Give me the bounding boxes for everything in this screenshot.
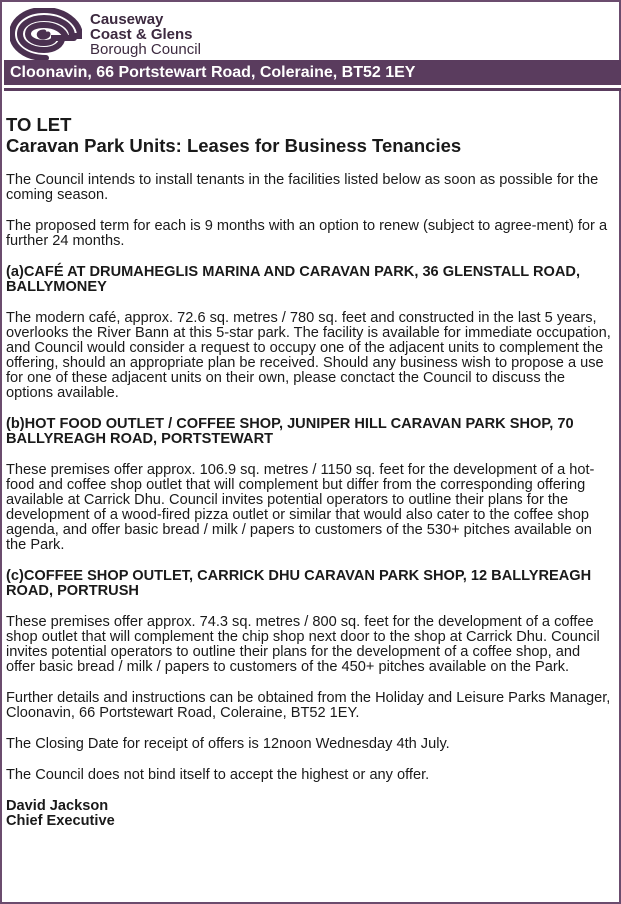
- section-b-body: These premises offer approx. 106.9 sq. metres / 1150 sq. feet for the development of a hot-food and coffee shop outlet that will complement but differ from the corresponding offering available at Carrick Dhu. Council invites potential operators to outline their plans for the development of a wood-fired pizza outlet or similar that would also cater to the coffee shop agenda, and offer basic bread / milk / papers to customers of the 530+ pitches available on the Park.: [6, 462, 595, 553]
- address-bar: Cloonavin, 66 Portstewart Road, Coleraine, BT52 1EY: [4, 60, 621, 88]
- page-title: Caravan Park Units: Leases for Business Tenancies: [6, 135, 462, 156]
- logo-line-1: Causeway: [90, 11, 164, 28]
- section-b-title: (b)HOT FOOD OUTLET / COFFEE SHOP, JUNIPER HILL CARAVAN PARK SHOP, 70 BALLYREAGH ROAD, PORTSTEWART: [6, 416, 574, 447]
- closing-paragraph-date: The Closing Date for receipt of offers is 12noon Wednesday 4th July.: [6, 736, 450, 752]
- logo-wordmark: [90, 12, 201, 57]
- section-c-title: (c)COFFEE SHOP OUTLET, CARRICK DHU CARAVAN PARK SHOP, 12 BALLYREAGH ROAD, PORTRUSH: [6, 568, 592, 599]
- divider: [4, 88, 621, 91]
- intro-paragraph-2: The proposed term for each is 9 months with an option to renew (subject to agree-ment) for a further 24 months.: [6, 218, 608, 249]
- intro-paragraph-1: The Council intends to install tenants in the facilities listed below as soon as possible for the coming season.: [6, 172, 599, 203]
- advert-body: [6, 114, 612, 829]
- council-logo: [10, 6, 270, 62]
- logo-line-2: Coast & Glens: [90, 26, 193, 43]
- section-a-title: (a)CAFÉ AT DRUMAHEGLIS MARINA AND CARAVAN PARK, 36 GLENSTALL ROAD, BALLYMONEY: [6, 264, 581, 295]
- signature-name: David Jackson: [6, 798, 109, 814]
- closing-paragraph-details: Further details and instructions can be obtained from the Holiday and Leisure Parks Manager, Cloonavin, 66 Portstewart Road, Coleraine, BT52 1EY.: [6, 690, 611, 721]
- signature-title: Chief Executive: [6, 813, 115, 829]
- section-a-body: The modern café, approx. 72.6 sq. metres / 780 sq. feet and constructed in the last 5 years, overlooks the River Bann at this 5-star park. The facility is available for immediate occupation, and Council would consider a request to occupy one of the adjacent units to complement the offering, should an appropriate plan be received. Should any business wish to propose a use for one of these adjacent units on their own, please conctact the Council to discuss the options available.: [6, 310, 611, 401]
- swirl-logo-icon: [10, 8, 82, 60]
- logo-line-3: Borough Council: [90, 41, 201, 58]
- section-c-body: These premises offer approx. 74.3 sq. metres / 800 sq. feet for the development of a coffee shop outlet that will complement the chip shop next door to the shop at Carrick Dhu. Council invites potential operators to outline their plans for the development of a coffee shop, and offer basic bread / milk / papers to customers of the 450+ pitches available on the Park.: [6, 614, 600, 675]
- heading-to-let: TO LET: [6, 114, 72, 135]
- closing-paragraph-disclaimer: The Council does not bind itself to accept the highest or any offer.: [6, 767, 430, 783]
